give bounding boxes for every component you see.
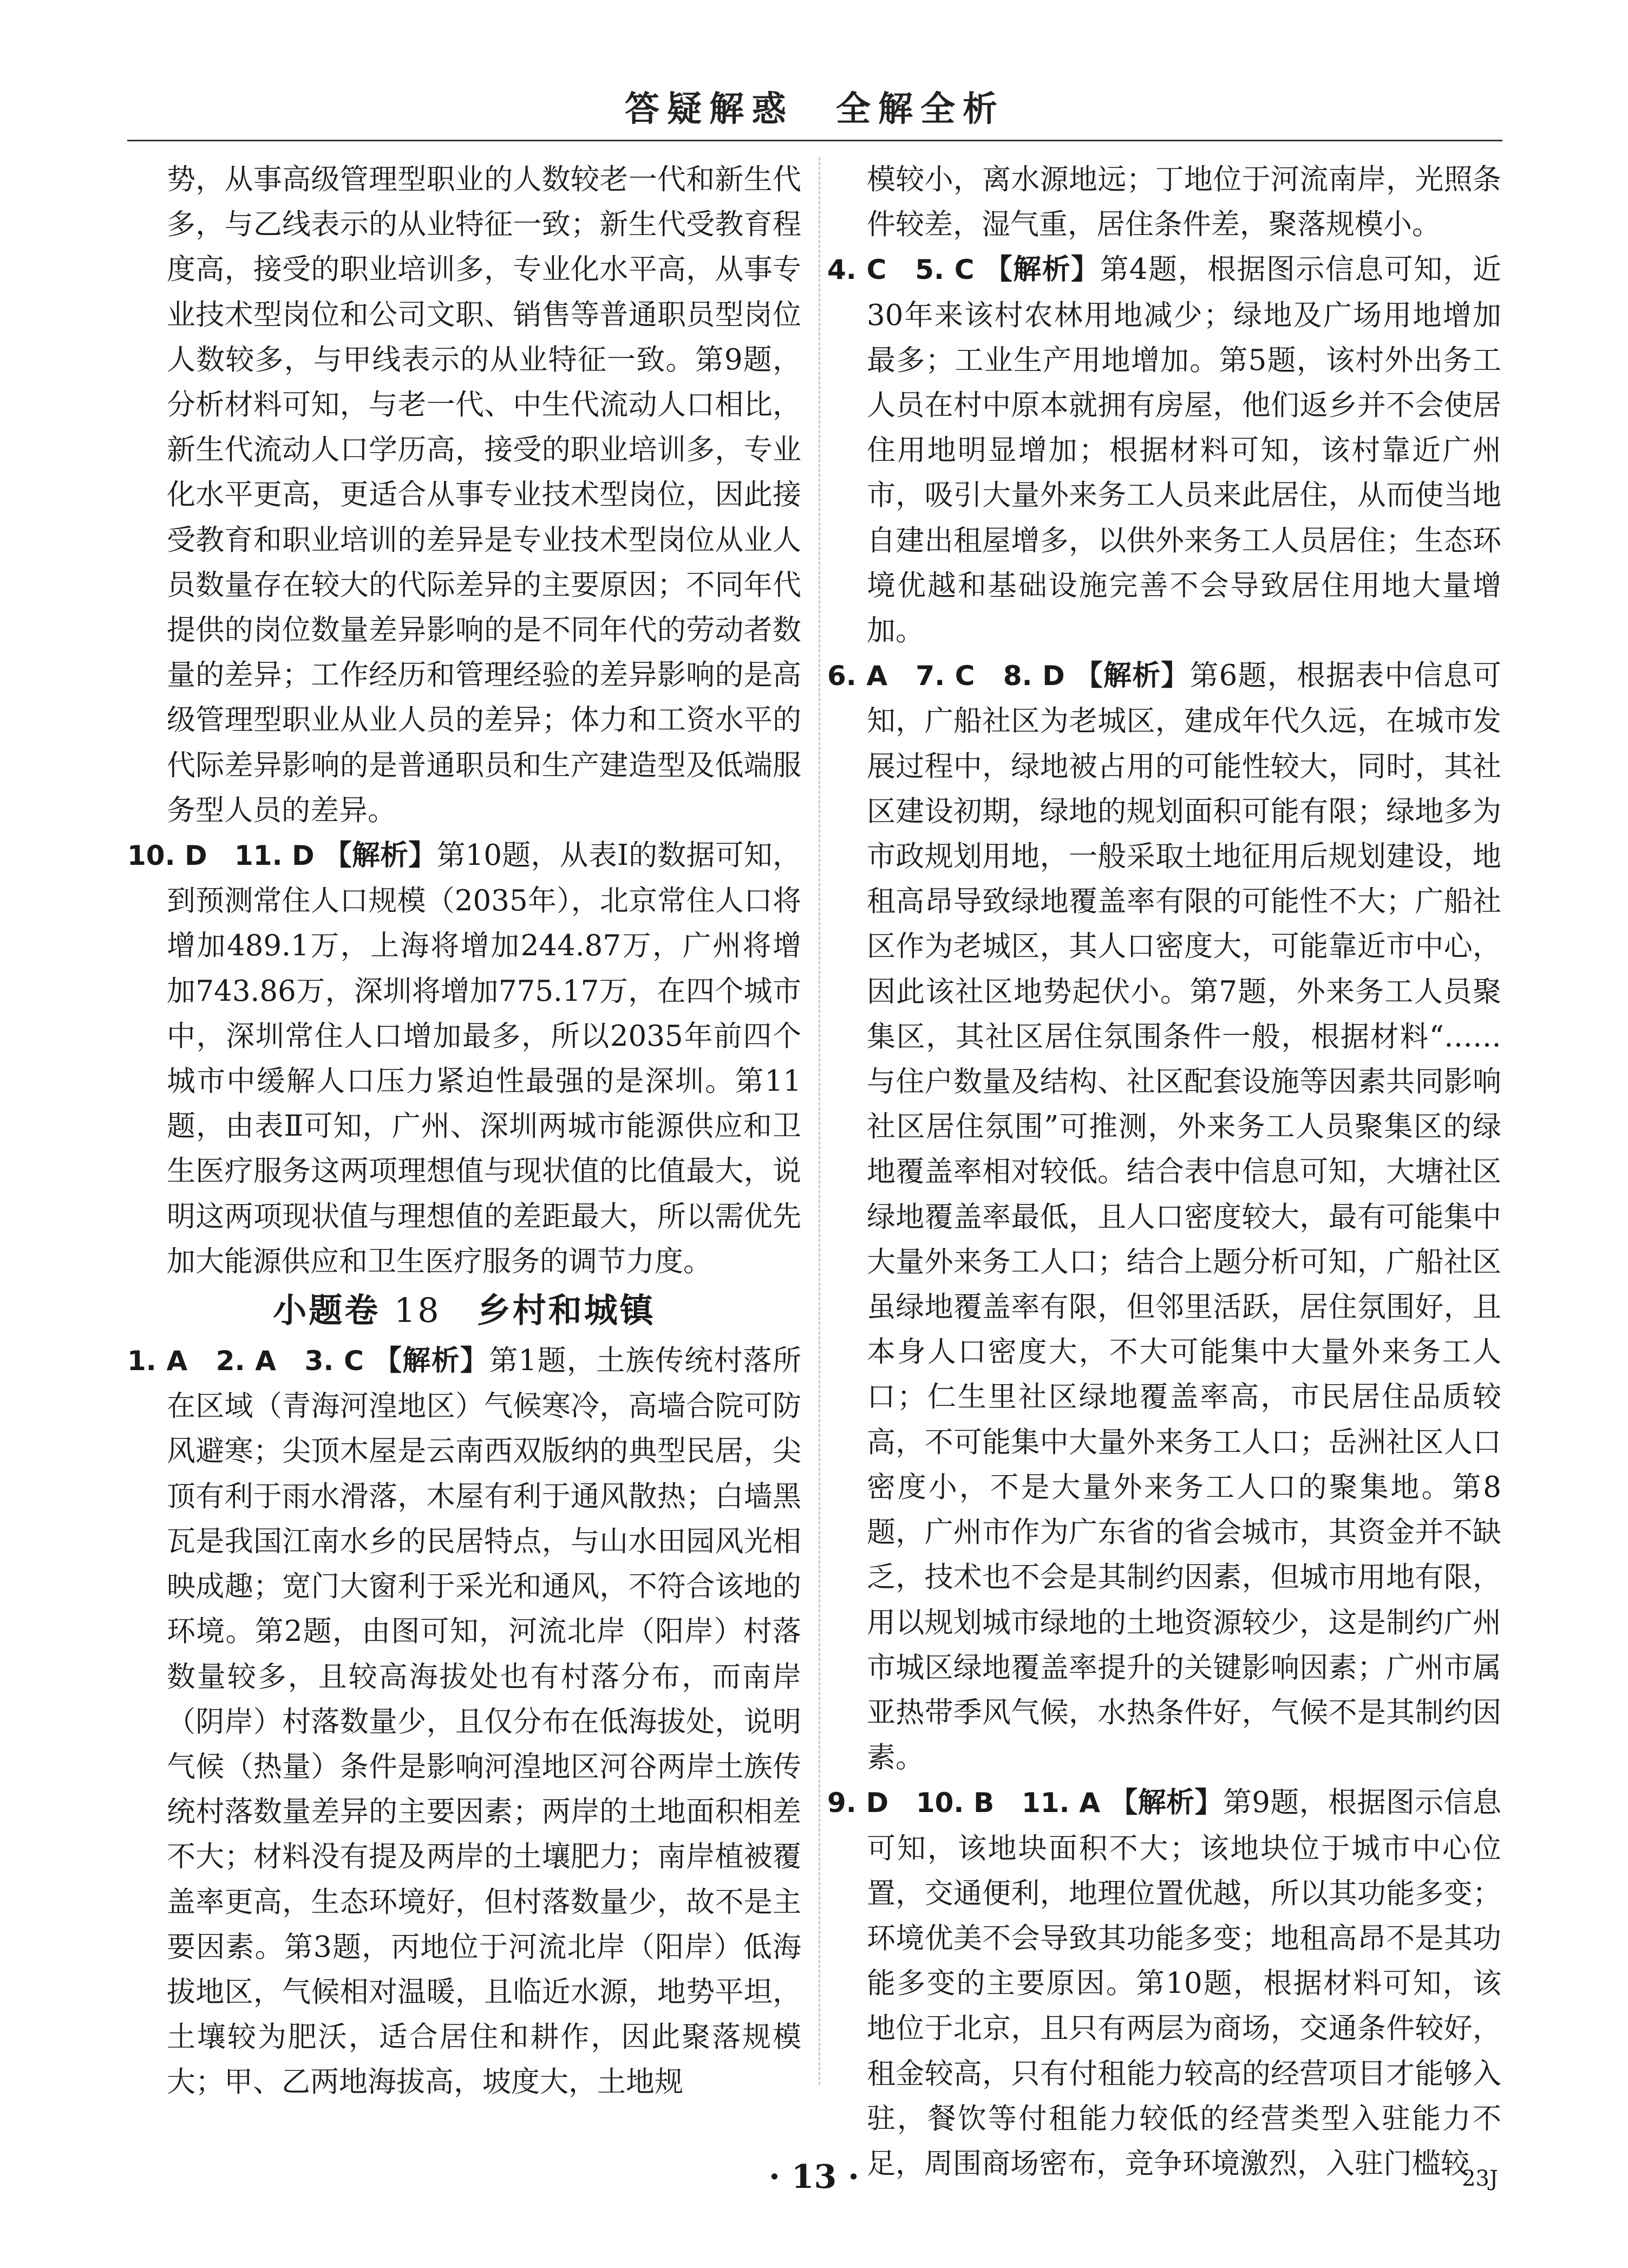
analysis-tag: 【解析】 [373, 1345, 489, 1378]
header-rule [127, 140, 1502, 141]
analysis-text: 第6题，根据表中信息可知，广船社区为老城区，建成年代久远，在城市发展过程中，绿地被占用的可能性较大，同时，其社区建设初期，绿地的规划面积可能有限；绿地多为市政规划用地，一般采取土地征用后规划建设，地租高昂导致绿地覆盖率有限的可能性不大；广船社区作为老城区，其人口密度大，可能靠近市中心，因此该社区地势起伏小。第7题，外来务工人员聚集区，其社区居住氛围条件一般，根据材料“……与住户数量及结构、社区配套设施等因素共同影响社区居住氛围”可推测，外来务工人员聚集区的绿地覆盖率相对较低。结合表中信息可知，大塘社区绿地覆盖率最低，且人口密度较大，最有可能集中大量外来务工人口；结合上题分析可知，广船社区虽绿地覆盖率有限，但邻里活跃，居住氛围好，且本身人口密度大，不大可能集中大量外来务工人口；仁生里社区绿地覆盖率高，市民居住品质较高，不可能集中大量外来务工人口；岳洲社区人口密度小，不是大量外来务工人口的聚集地。第8题，广州市作为广东省的省会城市，其资金并不缺乏，技术也不会是其制约因素，但城市用地有限，用以规划城市绿地的土地资源较少，这是制约广州市城区绿地覆盖率提升的关键影响因素；广州市属亚热带季风气候，水热条件好，气候不是其制约因素。 [867, 659, 1501, 1775]
answer-keys: 10. D 11. D [127, 840, 315, 872]
analysis-tag: 【解析】 [1074, 660, 1190, 693]
right-column [827, 157, 1501, 2186]
section-name: 乡村和城镇 [476, 1291, 656, 1331]
analysis-text: 第9题，根据图示信息可知，该地块面积不大；该地块位于城市中心位置，交通便利，地理位置优越，所以其功能多变；环境优美不会导致其功能多变；地租高昂不是其功能多变的主要原因。第10题，根据材料可知，该地位于北京，且只有两层为商场，交通条件较好，租金较高，只有付租能力较高的经营项目才能够入驻，餐饮等付租能力较低的经营类型入驻能力不足，周围商场密布，竞争环境激烈，入驻门槛较 [867, 1786, 1501, 2180]
analysis-text: 第10题，从表Ⅰ的数据可知，到预测常住人口规模（2035年），北京常住人口将增加489.1万，上海将增加244.87万，广州将增加743.86万，深圳将增加775.17万，在四个城市中，深圳常住人口增加最多，所以2035年前四个城市中缓解人口压力紧迫性最强的是深圳。第11题，由表Ⅱ可知，广州、深圳两城市能源供应和卫生医疗服务这两项理想值与现状值的比值最大，说明这两项现状值与理想值的差距最大，所以需优先加大能源供应和卫生医疗服务的调节力度。 [167, 839, 801, 1278]
answer-keys: 6. A 7. C 8. D [827, 660, 1065, 692]
answer-block-q4 [827, 247, 1501, 653]
analysis-tag: 【解析】 [984, 253, 1100, 286]
analysis-text: 第1题，土族传统村落所在区域（青海河湟地区）气候寒冷，高墙合院可防风避寒；尖顶木屋是云南西双版纳的典型民居，尖顶有利于雨水滑落，木屋有利于通风散热；白墙黑瓦是我国江南水乡的民居特点，与山水田园风光相映成趣；宽门大窗利于采光和通风，不符合该地的环境。第2题，由图可知，河流北岸（阳岸）村落数量较多，且较高海拔处也有村落分布，而南岸（阴岸）村落数量少，且仅分布在低海拔处，说明气候（热量）条件是影响河湟地区河谷两岸土族传统村落数量差异的主要因素；两岸的土地面积相差不大；材料没有提及两岸的土壤肥力；南岸植被覆盖率更高，生态环境好，但村落数量少，故不是主要因素。第3题，丙地位于河流北岸（阳岸）低海拔地区，气候相对温暖，且临近水源，地势平坦，土壤较为肥沃，适合居住和耕作，因此聚落规模大；甲、乙两地海拔高，坡度大，土地规 [167, 1344, 801, 2099]
section-prefix: 小题卷 [273, 1291, 381, 1331]
page-header [127, 81, 1502, 146]
answer-keys: 4. C 5. C [827, 254, 975, 286]
left-column [127, 157, 801, 2105]
answer-block-q1 [127, 1338, 801, 2104]
answer-block-q10 [127, 833, 801, 1284]
answer-block-q6 [827, 653, 1501, 1780]
continuation-paragraph: 模较小，离水源地远；丁地位于河流南岸，光照条件较差，湿气重，居住条件差，聚落规模小。 [867, 163, 1501, 242]
analysis-tag: 【解析】 [1109, 1787, 1223, 1820]
column-divider [819, 157, 820, 2085]
page-number: · 13 · [768, 2158, 860, 2196]
section-title [127, 1286, 801, 1335]
analysis-text: 第4题，根据图示信息可知，近30年来该村农林用地减少；绿地及广场用地增加最多；工业生产用地增加。第5题，该村外出务工人员在村中原本就拥有房屋，他们返乡并不会使居住用地明显增加；根据材料可知，该村靠近广州市，吸引大量外来务工人员来此居住，从而使当地自建出租屋增多，以供外来务工人员居住；生态环境优越和基础设施完善不会导致居住用地大量增加。 [867, 253, 1501, 648]
answer-block-q9 [827, 1780, 1501, 2186]
section-number: 18 [394, 1291, 441, 1331]
analysis-tag: 【解析】 [323, 839, 437, 872]
page-code: 23J [1462, 2166, 1498, 2191]
continuation-paragraph: 势，从事高级管理型职业的人数较老一代和新生代多，与乙线表示的从业特征一致；新生代受教育程度高，接受的职业培训多，专业化水平高，从事专业技术型岗位和公司文职、销售等普通职员型岗位人数较多，与甲线表示的从业特征一致。第9题，分析材料可知，与老一代、中生代流动人口相比，新生代流动人口学历高，接受的职业培训多，专业化水平更高，更适合从事专业技术型岗位，因此接受教育和职业培训的差异是专业技术型岗位从业人员数量存在较大的代际差异的主要原因；不同年代提供的岗位数量差异影响的是不同年代的劳动者数量的差异；工作经历和管理经验的差异影响的是高级管理型职业从业人员的差异；体力和工资水平的代际差异影响的是普通职员和生产建造型及低端服务型人员的差异。 [167, 163, 801, 827]
answer-keys: 1. A 2. A 3. C [127, 1345, 364, 1377]
answer-keys: 9. D 10. B 11. A [827, 1787, 1101, 1819]
header-title: 答疑解惑 全解全析 [625, 89, 1005, 129]
